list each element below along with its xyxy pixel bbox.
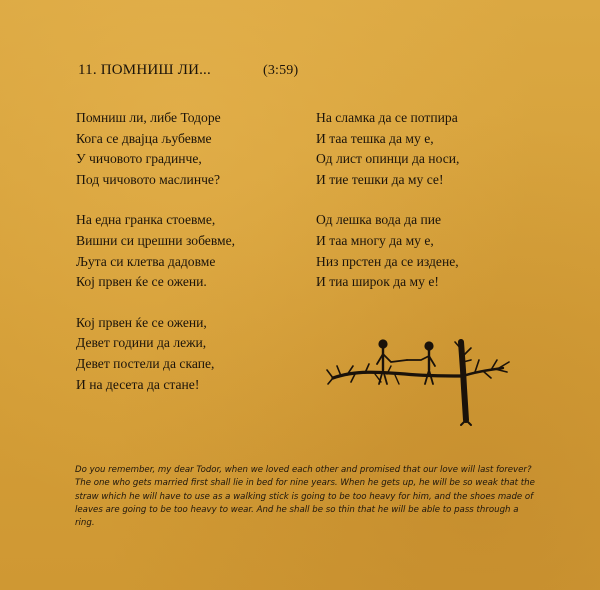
lyric-line: На една гранка стоевме, — [76, 212, 216, 228]
stanza — [76, 313, 235, 395]
lyric-line: Од лешка вода да пие — [316, 212, 442, 228]
lyric-line: И таа тешка да му е, — [316, 130, 434, 146]
lyric-line: И таа многу да му е, — [316, 232, 434, 248]
lyric-line: И тие тешки да му се! — [316, 171, 444, 187]
lyric-line: И тиа широк да му е! — [316, 274, 439, 290]
lyrics-right-column — [316, 108, 459, 313]
stanza — [316, 210, 459, 292]
lyric-line: На сламка да се потпира — [316, 110, 458, 125]
lyric-line: Низ прстен да се издене, — [316, 253, 459, 269]
lyric-line: Девет години да лежи, — [76, 335, 207, 351]
lyric-line: Од лист опинци да носи, — [316, 151, 460, 167]
lyric-line: Помниш ли, либе Тодоре — [76, 110, 221, 125]
lyric-line: Под чичовото маслинче? — [76, 171, 220, 187]
stanza — [76, 210, 235, 292]
lyric-line: Кој првен ќе се ожени. — [76, 274, 207, 290]
lyric-line: Кога се двајца љубевме — [76, 130, 212, 146]
song-duration: (3:59) — [262, 63, 299, 78]
english-translation: Do you remember, my dear Todor, when we loved each other and promised that our love will last forever? The one who gets married first shall lie in bed for nine years. When he gets up, he will be so weak that the straw which he will have to use as a walking stick is going to be too heavy for him, and the shoes made of leaves are going to be too heavy to wear. And he shall be so thin that he will be able to pass through a ring. — [75, 465, 535, 529]
lyric-line: Девет постели да скапе, — [76, 355, 215, 371]
lyric-line: У чичовото градинче, — [76, 151, 202, 167]
stanza — [316, 108, 459, 190]
song-title: 11. ПОМНИШ ЛИ... — [78, 62, 211, 78]
lyric-line: Вишни си црешни зобевме, — [76, 232, 236, 248]
lyrics-left-column — [76, 108, 235, 415]
stanza — [76, 108, 235, 190]
song-header — [78, 62, 298, 79]
tree-with-figures-illustration — [325, 330, 515, 430]
lyric-line: Кој првен ќе се ожени, — [76, 314, 207, 330]
lyric-line: И на десета да стане! — [76, 376, 200, 392]
lyric-line: Љута си клетва дадовме — [76, 253, 216, 269]
